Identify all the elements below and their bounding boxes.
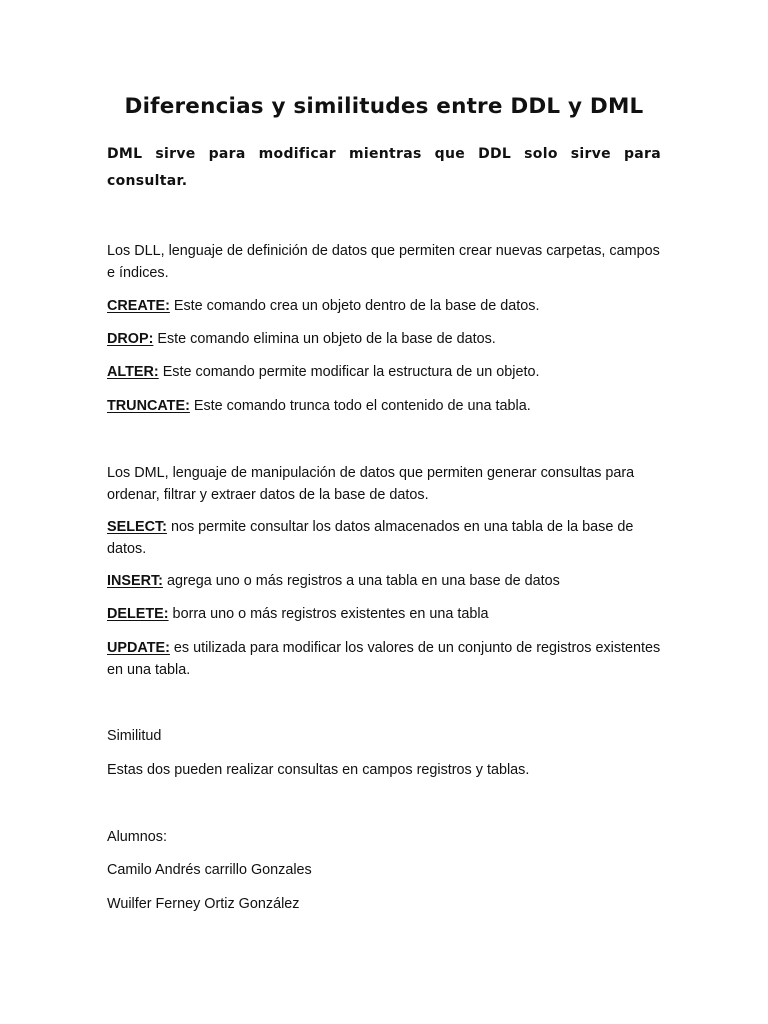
command-keyword: DELETE: <box>107 606 169 622</box>
command-description: Este comando crea un objeto dentro de la base de datos. <box>169 298 540 314</box>
command-keyword: DROP: <box>107 331 154 347</box>
command-keyword: UPDATE: <box>107 640 170 656</box>
student-name: Wuilfer Ferney Ortiz González <box>107 896 300 912</box>
student-name: Camilo Andrés carrillo Gonzales <box>107 862 312 878</box>
dml-command-select <box>107 516 667 560</box>
document-title: Diferencias y similitudes entre DDL y DML <box>124 94 644 119</box>
dml-command-insert <box>107 570 667 592</box>
ddl-command-create <box>107 295 667 317</box>
dml-command-delete <box>107 603 667 625</box>
command-keyword: INSERT: <box>107 573 163 589</box>
ddl-command-alter <box>107 361 667 383</box>
ddl-command-drop <box>107 328 667 350</box>
command-keyword: ALTER: <box>107 364 159 380</box>
ddl-intro-paragraph: Los DLL, lenguaje de definición de datos que permiten crear nuevas carpetas, campos e índices. <box>107 243 660 281</box>
command-keyword: CREATE: <box>107 298 170 314</box>
similarity-heading: Similitud <box>107 728 162 744</box>
intro-paragraph: DML sirve para modificar mientras que DDL solo sirve para consultar. <box>107 146 661 189</box>
command-keyword: TRUNCATE: <box>107 398 190 414</box>
dml-intro-paragraph: Los DML, lenguaje de manipulación de datos que permiten generar consultas para ordenar, filtrar y extraer datos de la base de datos. <box>107 465 635 503</box>
command-description: es utilizada para modificar los valores de un conjunto de registros existentes en una tabla. <box>107 640 661 678</box>
command-description: Este comando permite modificar la estructura de un objeto. <box>158 364 540 380</box>
similarity-text: Estas dos pueden realizar consultas en campos registros y tablas. <box>107 762 530 778</box>
students-heading: Alumnos: <box>107 829 167 845</box>
dml-command-update <box>107 637 667 681</box>
command-description: borra uno o más registros existentes en una tabla <box>168 606 489 622</box>
command-keyword: SELECT: <box>107 519 167 535</box>
ddl-command-truncate <box>107 395 667 417</box>
command-description: agrega uno o más registros a una tabla en una base de datos <box>162 573 560 589</box>
command-description: Este comando elimina un objeto de la base de datos. <box>153 331 496 347</box>
command-description: Este comando trunca todo el contenido de una tabla. <box>189 398 531 414</box>
command-description: nos permite consultar los datos almacenados en una tabla de la base de datos. <box>107 519 634 557</box>
